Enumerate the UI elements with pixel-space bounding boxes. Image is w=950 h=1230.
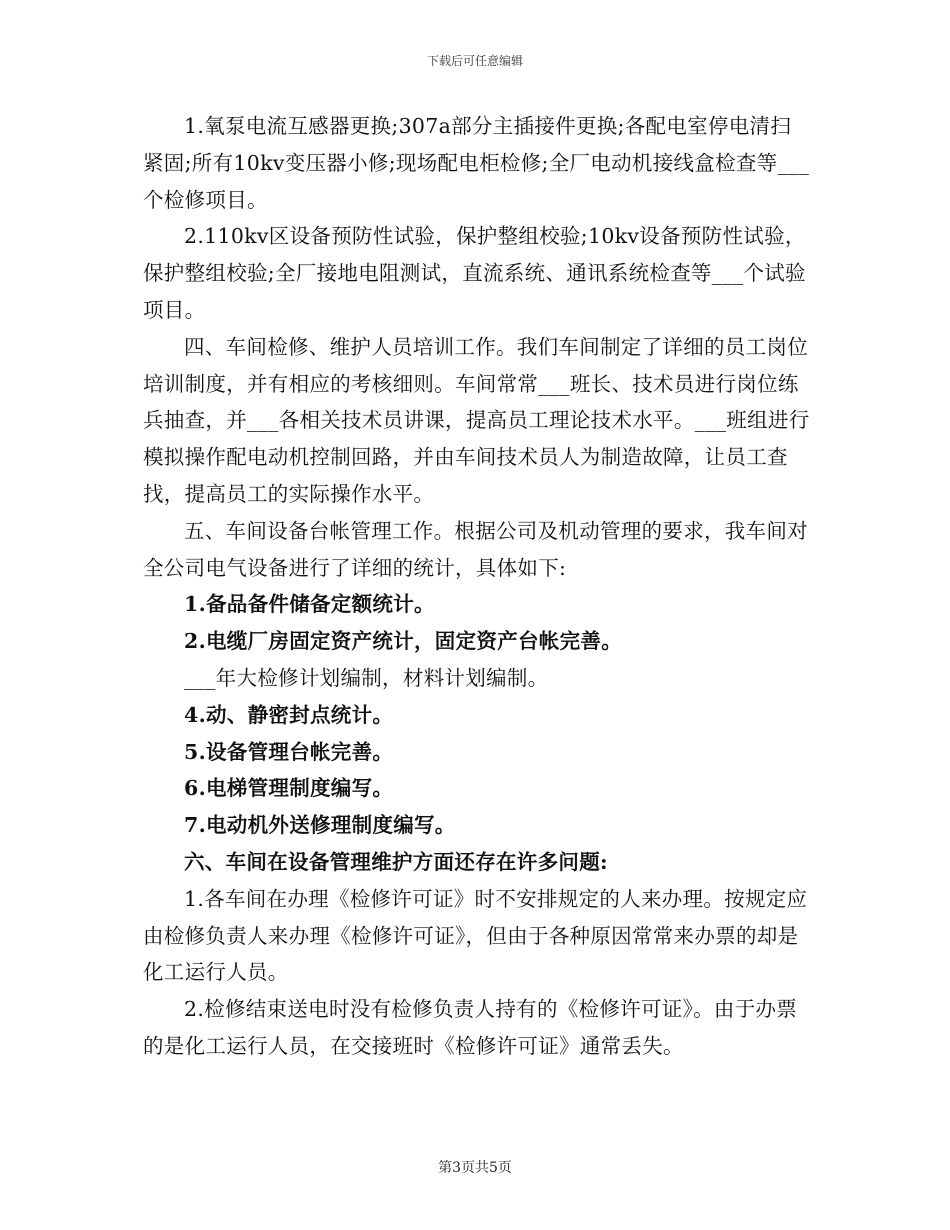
paragraph-issue-2: 2.检修结束送电时没有检修负责人持有的《检修许可证》。由于办票的是化工运行人员，在交接班时《检修许可证》通常丢失。 — [143, 997, 798, 1058]
paragraph-3: 四、车间检修、维护人员培训工作。我们车间制定了详细的员工岗位培训制度，并有相应的考核细则。车间常常___班长、技术员进行岗位练兵抽查，并___各相关技术员讲课，提高员工理论技术水平。___班组进行模拟操作配电动机控制回路，并由车间技术员人为制造故障，让员工查找，提高员工的实际操作水平。 — [143, 334, 810, 506]
list-item-7: 7.电动机外送修理制度编写。 — [184, 813, 456, 838]
list-item-6: 6.电梯管理制度编写。 — [184, 776, 394, 801]
list-item-5: 5.设备管理台帐完善。 — [184, 739, 394, 764]
list-item-3: ___年大检修计划编制，材料计划编制。 — [184, 665, 549, 690]
section-heading-6: 六、车间在设备管理维护方面还存在许多问题: — [184, 849, 608, 874]
page-footer: 第3页共5页 — [438, 1160, 512, 1176]
paragraph-4: 五、车间设备台帐管理工作。根据公司及机动管理的要求，我车间对全公司电气设备进行了详细的统计，具体如下: — [143, 518, 808, 580]
paragraph-issue-1: 1.各车间在办理《检修许可证》时不安排规定的人来办理。按规定应由检修负责人来办理《检修许可证》，但由于各种原因常常来办票的却是化工运行人员。 — [143, 886, 808, 985]
paragraph-2: 2.110kv区设备预防性试验，保护整组校验;10kv设备预防性试验，保护整组校验;全厂接地电阻测试，直流系统、通讯系统检查等___个试验项目。 — [143, 224, 806, 322]
list-item-4: 4.动、静密封点统计。 — [184, 702, 394, 727]
page-header: 下载后可任意编辑 — [426, 54, 523, 68]
document-body — [143, 108, 811, 1065]
list-item-1: 1.备品备件储备定额统计。 — [184, 592, 435, 617]
list-item-2: 2.电缆厂房固定资产统计，固定资产台帐完善。 — [184, 629, 622, 654]
paragraph-1: 1.氧泵电流互感器更换;307a部分主插接件更换;各配电室停电清扫紧固;所有10kv变压器小修;现场配电柜检修;全厂电动机接线盒检查等___个检修项目。 — [143, 114, 810, 212]
